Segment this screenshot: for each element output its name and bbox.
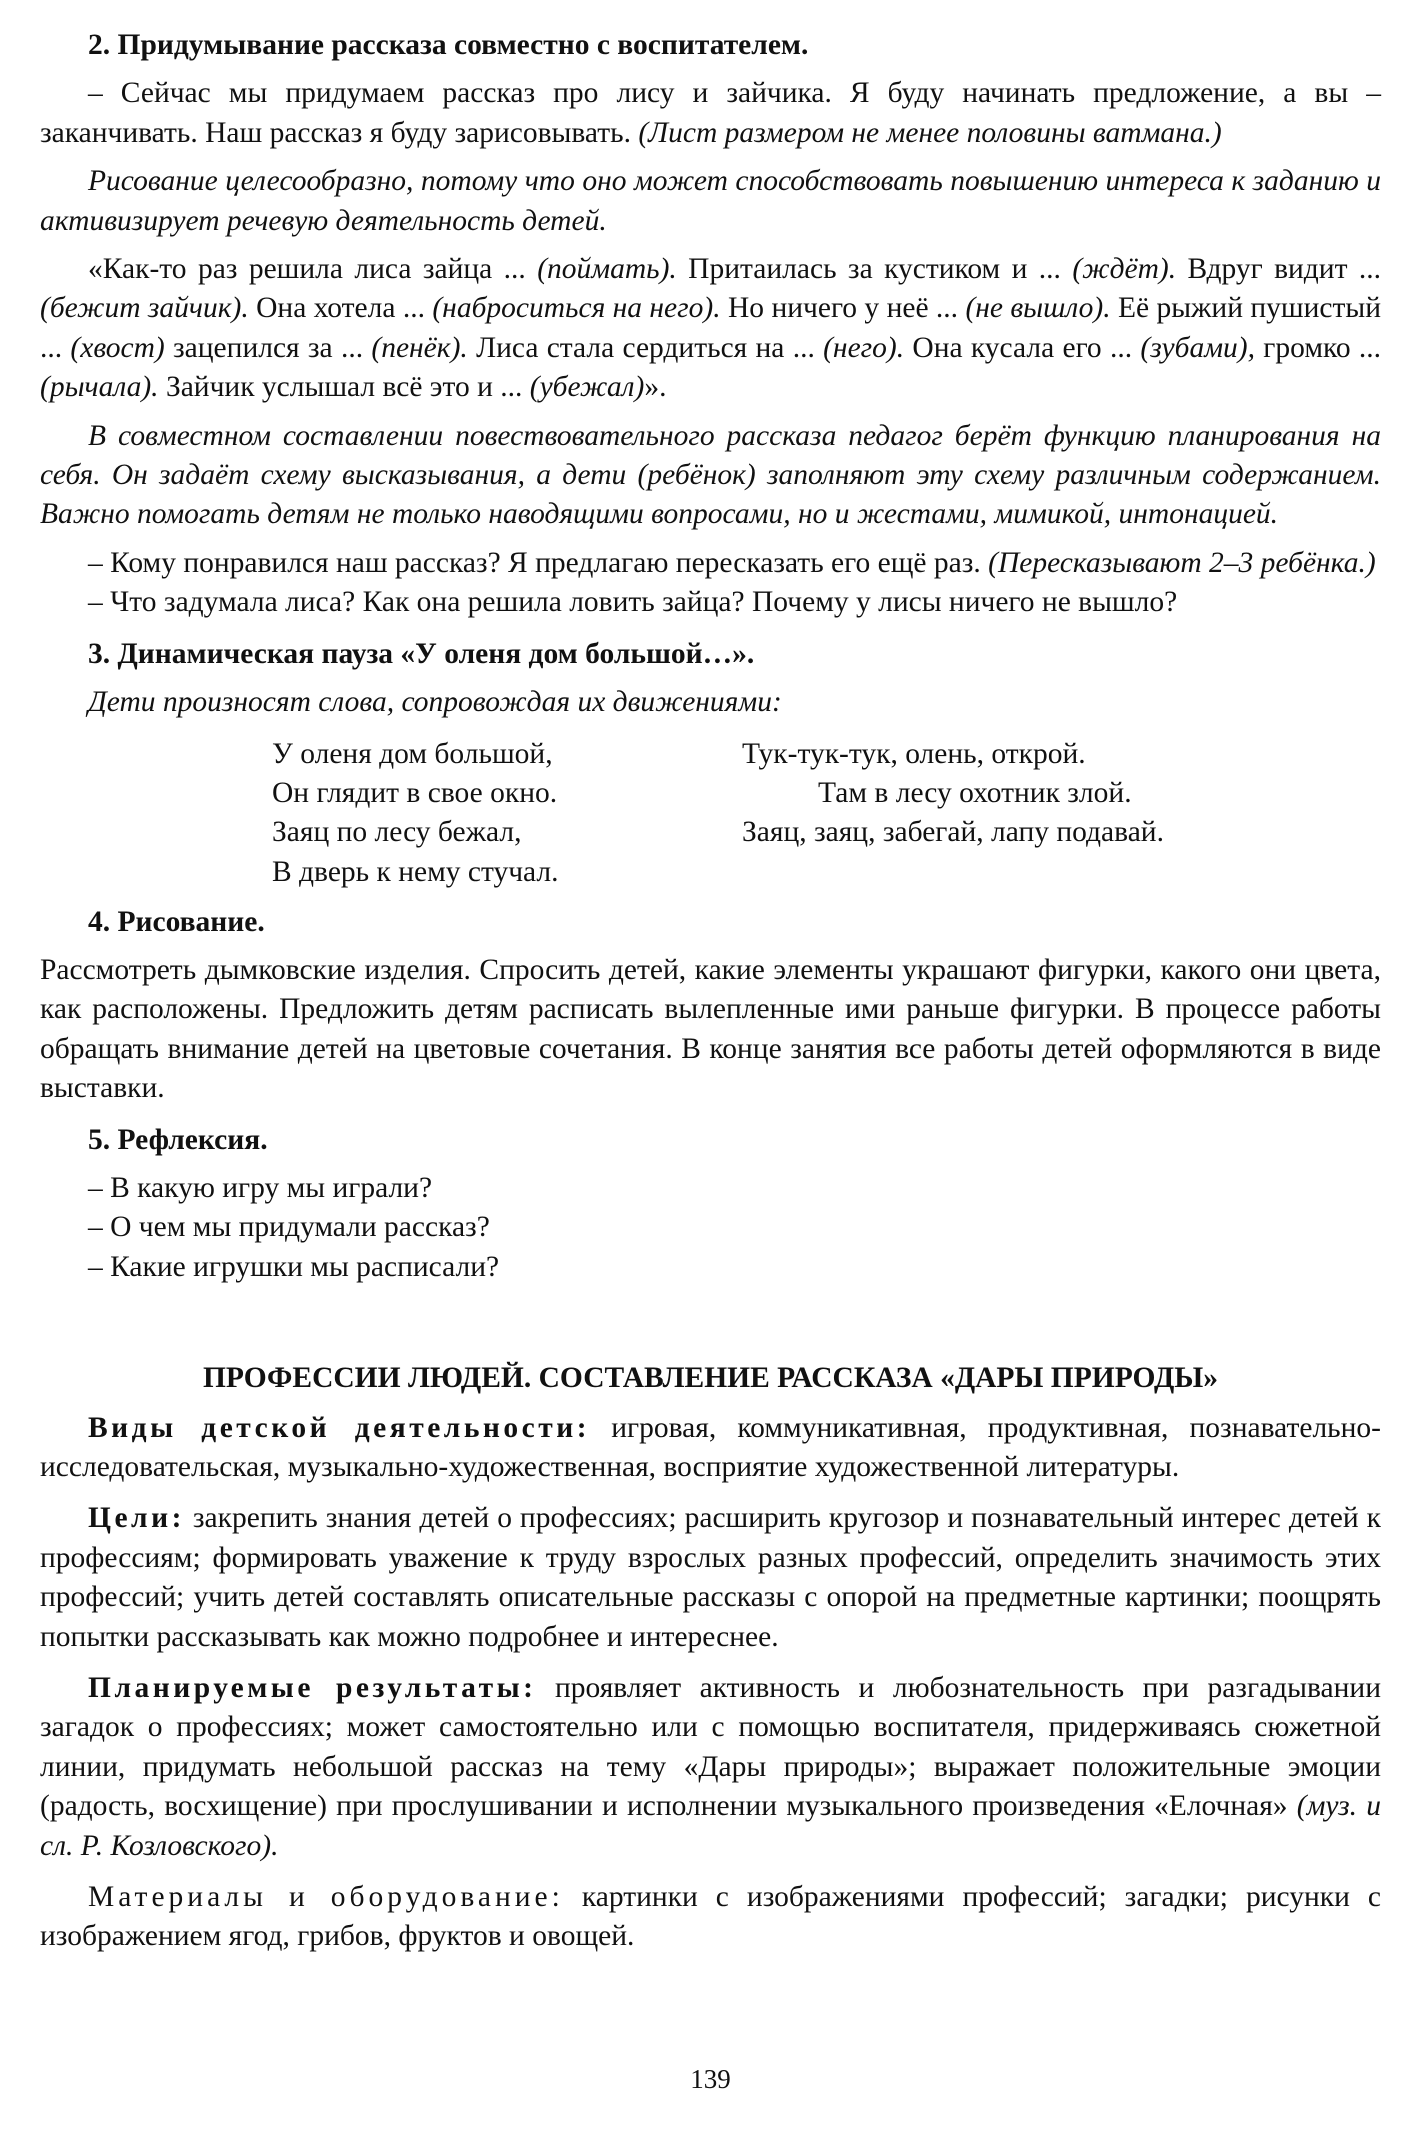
story-text: «Как-то раз решила лиса зайца ... [88, 253, 538, 286]
poem-line: В дверь к нему стучал. [272, 855, 559, 888]
story-text: ». [644, 371, 667, 404]
poem-line: Заяц по лесу бежал, [272, 816, 522, 849]
question-fox: – Что задумала лиса? Как она решила ловить зайца? Почему у лисы ничего не вышло? [88, 586, 1178, 619]
story-text: Она хотела ... [248, 292, 433, 325]
poem-line: Заяц, заяц, забегай, лапу подавай. [742, 816, 1164, 849]
results-note: (муз. и сл. Р. Козловского). [40, 1790, 1381, 1862]
section-2-intro [40, 74, 1381, 153]
story-hint: (него). [823, 331, 905, 364]
section-4-text: Рассмотреть дымковские изделия. Спросить детей, какие элементы украшают фигурки, какого они цвета, как расположены. Предложить детям расписать вылепленные ими раньше фигурки. В процессе работы обращать внимание детей на цветовые сочетания. В конце занятия все работы детей оформляются в виде выставки. [40, 953, 1381, 1105]
results-paragraph [40, 1669, 1381, 1866]
results-text: проявляет активность и любознательность при разгадывании загадок о профессиях; может самостоятельно или с помощью воспитателя, придерживаясь сюжетной линии, придумать небольшой рассказ на тему «Дары природы»; выражает положительные эмоции (радость, восхищение) при прослушивании и исполнении музыкального произведения «Елочная» [40, 1672, 1381, 1823]
story-text: Вдруг видит ... [1176, 253, 1382, 286]
poem-line: Тук-тук-тук, олень, открой. [742, 737, 1086, 770]
poem-line: Он глядит в свое окно. [272, 776, 558, 809]
story-hint: (рычала). [40, 371, 159, 404]
method-note-2: В совместном составлении повествовательного рассказа педагог берёт функцию планирования на себя. Он задаёт схему высказывания, а дети (ребёнок) заполняют эту схему различным содержанием. Важно помогать детям не только наводящими вопросами, но и жестами, мимикой, интонацией. [40, 419, 1381, 531]
materials-label: Материалы и оборудование: [88, 1881, 564, 1914]
section-3-heading: 3. Динамическая пауза «У оленя дом большой…». [88, 637, 755, 670]
intro-text: – Сейчас мы придумаем рассказ про лису и зайчика. Я буду начинать предложение, а вы – заканчивать. Наш рассказ я буду зарисовывать. [40, 77, 1381, 149]
activities-paragraph [40, 1409, 1381, 1488]
activities-text: игровая, коммуникативная, продуктивная, познавательно-исследовательская, музыкально-художественная, восприятие художественной литературы. [40, 1411, 1381, 1483]
story-text: громко ... [1255, 331, 1382, 364]
section-3-intro: Дети произносят слова, сопровождая их движениями: [88, 686, 782, 719]
activities-label: Виды детской деятельности: [88, 1411, 591, 1444]
story-text: Зайчик услышал всё это и ... [158, 371, 530, 404]
reflection-item: – В какую игру мы играли? [88, 1171, 433, 1204]
question-text: – Кому понравился наш рассказ? Я предлагаю пересказать его ещё раз. [88, 546, 989, 579]
story-text: Лиса стала сердиться на ... [467, 331, 824, 364]
poem-left-column [272, 735, 559, 893]
section-5-heading: 5. Рефлексия. [88, 1123, 268, 1156]
story-text: Она кусала его ... [904, 331, 1141, 364]
intro-note: (Лист размером не менее половины ватмана.) [638, 116, 1222, 149]
goals-paragraph [40, 1499, 1381, 1657]
results-label: Планируемые результаты: [88, 1672, 537, 1704]
poem-right-column [742, 735, 1164, 853]
poem-line: Там в лесу охотник злой. [818, 776, 1132, 809]
poem-line: У оленя дом большой, [272, 737, 553, 770]
story-hint: (зубами), [1140, 331, 1255, 364]
story-text: Но ничего у неё ... [720, 292, 966, 325]
story-hint: (пенёк). [371, 331, 468, 364]
poem [40, 735, 1381, 891]
question-note: (Пересказывают 2–3 ребёнка.) [988, 546, 1376, 579]
goals-label: Цели: [88, 1502, 185, 1535]
story-hint: (ждёт). [1072, 253, 1177, 286]
story-hint: (бежит зайчик). [40, 292, 249, 325]
page-number: 139 [690, 2064, 731, 2094]
story-text: зацепился за ... [164, 331, 372, 364]
goals-text: закрепить знания детей о профессиях; расширить кругозор и познавательный интерес детей к профессиям; формировать уважение к труду взрослых разных профессий, определить значимость этих профессий; учить детей составлять описательные рассказы с опорой на предметные картинки; поощрять попытки рассказывать как можно подробнее и интереснее. [40, 1502, 1381, 1653]
materials-paragraph [40, 1878, 1381, 1957]
section-2-heading: 2. Придумывание рассказа совместно с воспитателем. [88, 29, 809, 61]
section-4-heading: 4. Рисование. [88, 905, 265, 938]
story-hint: (наброситься на него). [432, 292, 721, 325]
reflection-item: – Какие игрушки мы расписали? [88, 1250, 500, 1283]
story-text: Её рыжий пушистый ... [40, 292, 1382, 364]
story-hint: (не вышло). [965, 292, 1111, 325]
question-retell [40, 544, 1381, 583]
method-note: Рисование целесообразно, потому что оно может способствовать повышению интереса к заданию и активизирует речевую деятельность детей. [40, 165, 1381, 237]
story-hint: (хвост) [70, 331, 165, 364]
story-hint: (поймать). [537, 253, 677, 286]
story-paragraph [40, 250, 1381, 408]
reflection-item: – О чем мы придумали рассказ? [88, 1211, 490, 1244]
story-text: Притаилась за кустиком и ... [676, 253, 1073, 286]
materials-text: картинки с изображениями профессий; загадки; рисунки с изображением ягод, грибов, фруктов и овощей. [40, 1881, 1381, 1953]
lesson-title: ПРОФЕССИИ ЛЮДЕЙ. СОСТАВЛЕНИЕ РАССКАЗА «ДАРЫ ПРИРОДЫ» [202, 1362, 1219, 1395]
story-hint: (убежал) [529, 371, 645, 404]
